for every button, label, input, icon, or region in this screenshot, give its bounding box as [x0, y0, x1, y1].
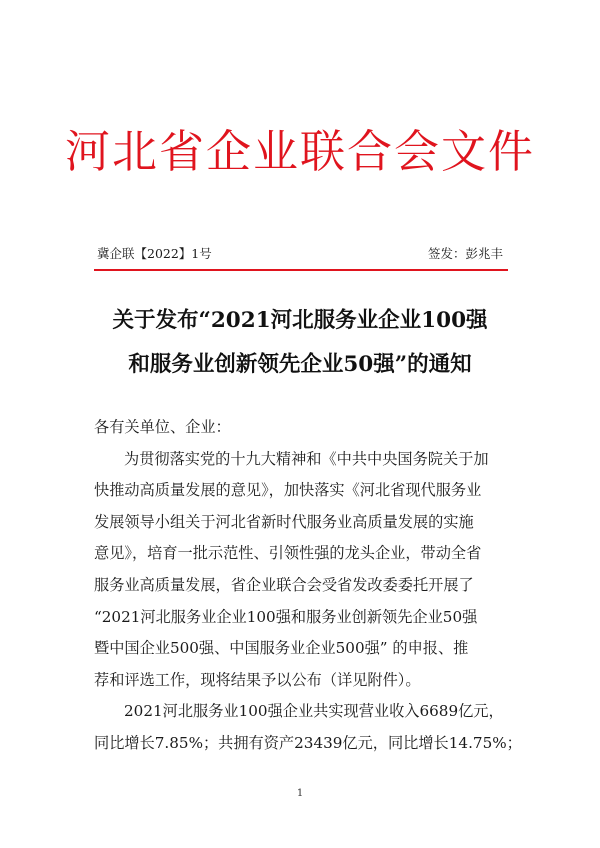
paragraph-1-line: 荐和评选工作，现将结果予以公布（详见附件）。 — [94, 670, 421, 689]
notice-body — [94, 412, 522, 760]
paragraph-1-line: 意见》，培育一批示范性、引领性强的龙头企业，带动全省 — [94, 544, 482, 563]
document-masthead: 河北省企业联合会文件 — [64, 125, 535, 178]
paragraph-2-line: 同比增长7.85%；共拥有资产23439亿元，同比增长14.75%； — [94, 733, 522, 752]
notice-title-line-2: 和服务业创新领先企业50强”的通知 — [128, 352, 472, 377]
notice-title — [0, 299, 600, 387]
document-number: 冀企联【2022】1号 — [97, 246, 212, 261]
issuer-signature: 签发：彭兆丰 — [427, 246, 503, 261]
paragraph-1-line: 为贯彻落实党的十九大精神和《中共中央国务院关于加 — [124, 449, 489, 468]
page-number: 1 — [296, 788, 304, 799]
document-meta-row — [97, 244, 503, 264]
paragraph-1-line: “2021河北服务业企业100强和服务业创新领先企业50强 — [94, 607, 478, 626]
red-divider-line — [94, 269, 508, 271]
paragraph-2-line: 2021河北服务业100强企业共实现营业收入6689亿元， — [124, 702, 504, 721]
paragraph-1-line: 服务业高质量发展，省企业联合会受省发改委委托开展了 — [94, 575, 474, 594]
paragraph-1-line: 暨中国企业500强、中国服务业企业500强” 的申报、推 — [94, 639, 469, 658]
salutation: 各有关单位、企业： — [94, 418, 231, 436]
notice-title-line-1: 关于发布“2021河北服务业企业100强 — [112, 308, 488, 333]
paragraph-1-line: 快推动高质量发展的意见》，加快落实《河北省现代服务业 — [94, 481, 482, 500]
paragraph-1-line: 发展领导小组关于河北省新时代服务业高质量发展的实施 — [94, 512, 474, 531]
